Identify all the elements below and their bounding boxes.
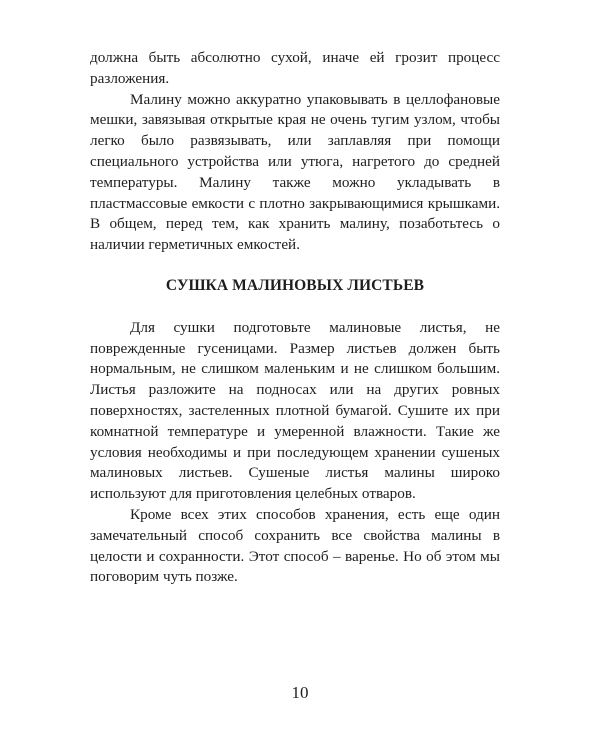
section-heading: СУШКА МАЛИНОВЫХ ЛИСТЬЕВ [165, 276, 425, 294]
paragraph-packaging: Малину можно аккуратно упаковывать в целлофановые мешки, завязывая открытые края не очень тугим узлом, чтобы легко было развязывать, или заплавляя при помощи специального устройства или утюга, нагретого до средней температуры. Малину также можно укладывать в пластмассовые емкости с плотно закрывающимися крышками. В общем, перед тем, как хранить малину, позаботьтесь о наличии герметичных емкостей. [90, 90, 500, 254]
paragraph-continuation: должна быть абсолютно сухой, иначе ей грозит процесс разложения. [90, 49, 500, 87]
page-number: 10 [291, 683, 309, 702]
page-body [90, 48, 500, 588]
paragraph-drying-leaves: Для сушки подготовьте малиновые листья, не поврежденные гусеницами. Размер листьев должен быть нормальным, не слишком маленьким и не слишком большим. Листья разложите на подносах или на других ровных поверхностях, застеленных плотной бумагой. Сушите их при комнатной температуре и умеренной влажности. Такие же условия необходимы и при последующем хранении сушеных малиновых листьев. Сушеные листья малины широко используют для приготовления целебных отваров. [90, 318, 500, 503]
paragraph-jam: Кроме всех этих способов хранения, есть еще один замечательный способ сохранить все свойства малины в целости и сохранности. Этот способ – варенье. Но об этом мы поговорим чуть позже. [90, 505, 500, 586]
